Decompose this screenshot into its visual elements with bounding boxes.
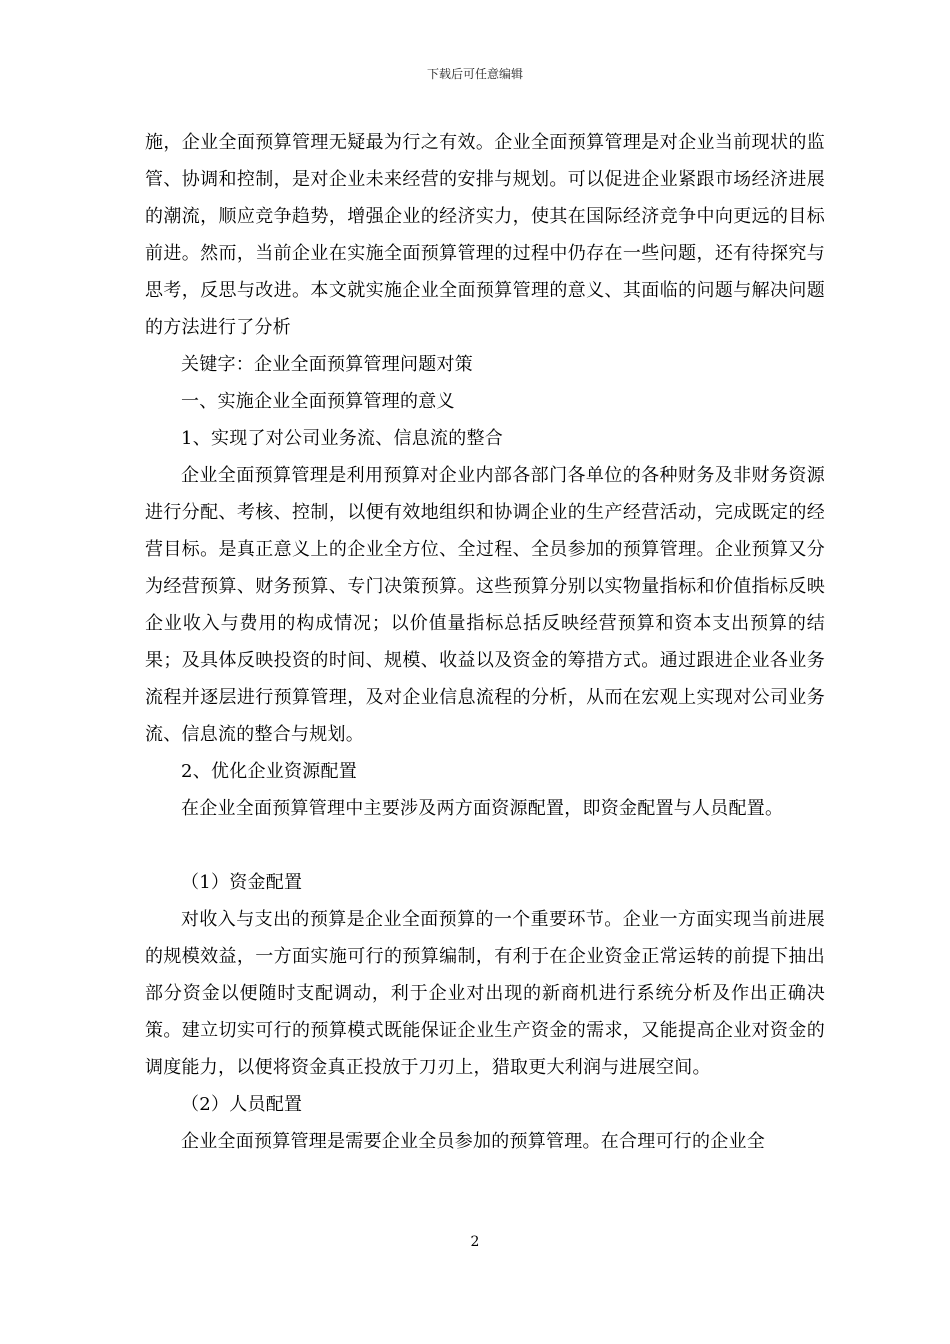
item-heading: （2）人员配置 — [181, 1094, 303, 1115]
body-paragraph: 施，企业全面预算管理无疑最为行之有效。企业全面预算管理是对企业当前现状的监管、协调和控制，是对企业未来经营的安排与规划。可以促进企业紧跟市场经济进展的潮流，顺应竞争趋势，增强企业的经济实力，使其在国际经济竞争中向更远的目标前进。然而，当前企业在实施全面预算管理的过程中仍存在一些问题，还有待探究与思考，反思与改进。本文就实施企业全面预算管理的意义、其面临的问题与解决问题的方法进行了分析 — [145, 132, 825, 338]
document-body — [145, 124, 825, 1160]
keywords-line: 关键字：企业全面预算管理问题对策 — [181, 354, 473, 375]
item-heading: （1）资金配置 — [181, 872, 303, 893]
section-heading: 一、实施企业全面预算管理的意义 — [181, 391, 455, 412]
blank-line — [145, 827, 825, 864]
body-paragraph: 在企业全面预算管理中主要涉及两方面资源配置，即资金配置与人员配置。 — [181, 798, 784, 819]
page-number: 2 — [470, 1234, 480, 1250]
body-paragraph: 对收入与支出的预算是企业全面预算的一个重要环节。企业一方面实现当前进展的规模效益，一方面实施可行的预算编制，有利于在企业资金正常运转的前提下抽出部分资金以便随时支配调动，利于企业对出现的新商机进行系统分析及作出正确决策。建立切实可行的预算模式既能保证企业生产资金的需求，又能提高企业对资金的调度能力，以便将资金真正投放于刀刃上，猎取更大利润与进展空间。 — [145, 909, 825, 1078]
subsection-heading: 2、优化企业资源配置 — [181, 761, 357, 782]
body-paragraph: 企业全面预算管理是需要企业全员参加的预算管理。在合理可行的企业全 — [181, 1131, 765, 1152]
page-header: 下载后可任意编辑 — [426, 67, 523, 81]
body-paragraph: 企业全面预算管理是利用预算对企业内部各部门各单位的各种财务及非财务资源进行分配、考核、控制，以便有效地组织和协调企业的生产经营活动，完成既定的经营目标。是真正意义上的企业全方位、全过程、全员参加的预算管理。企业预算又分为经营预算、财务预算、专门决策预算。这些预算分别以实物量指标和价值指标反映企业收入与费用的构成情况；以价值量指标总括反映经营预算和资本支出预算的结果；及具体反映投资的时间、规模、收益以及资金的筹措方式。通过跟进企业各业务流程并逐层进行预算管理，及对企业信息流程的分析，从而在宏观上实现对公司业务流、信息流的整合与规划。 — [145, 465, 825, 745]
subsection-heading: 1、实现了对公司业务流、信息流的整合 — [181, 428, 503, 449]
